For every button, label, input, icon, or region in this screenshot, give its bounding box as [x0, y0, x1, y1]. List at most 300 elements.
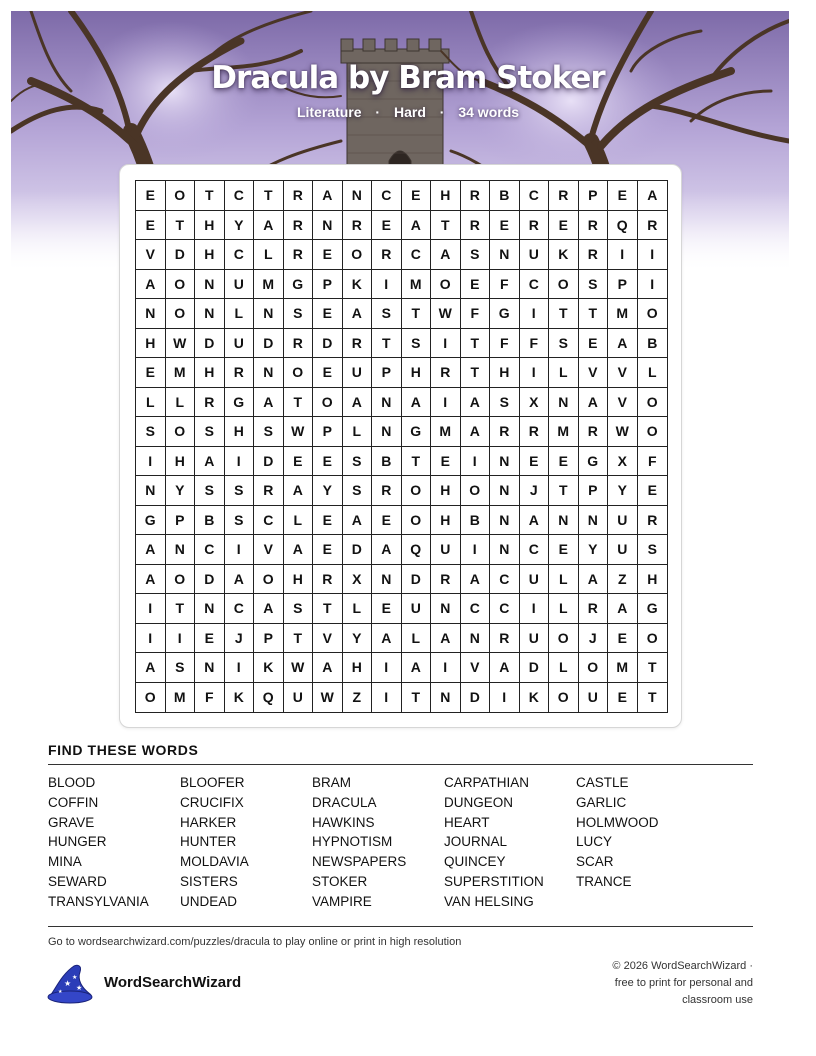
- grid-cell: A: [402, 653, 432, 683]
- grid-cell: U: [520, 565, 550, 595]
- grid-cell: Z: [608, 565, 638, 595]
- word-list-heading: FIND THESE WORDS: [48, 742, 199, 758]
- brand-name: WordSearchWizard: [104, 974, 242, 991]
- grid-cell: A: [254, 211, 284, 241]
- grid-cell: K: [254, 653, 284, 683]
- grid-cell: H: [284, 565, 314, 595]
- grid-cell: L: [254, 240, 284, 270]
- grid-cell: J: [225, 624, 255, 654]
- grid-cell: V: [136, 240, 166, 270]
- grid-cell: O: [402, 476, 432, 506]
- grid-cell: I: [225, 447, 255, 477]
- word-list-item: HOLMWOOD: [576, 814, 659, 830]
- word-list-item: TRANCE: [576, 873, 632, 889]
- grid-cell: N: [136, 299, 166, 329]
- grid-cell: R: [284, 329, 314, 359]
- grid-cell: R: [343, 211, 373, 241]
- grid-cell: D: [166, 240, 196, 270]
- grid-cell: N: [343, 181, 373, 211]
- grid-cell: O: [549, 624, 579, 654]
- grid-cell: O: [549, 683, 579, 713]
- grid-cell: U: [579, 683, 609, 713]
- grid-cell: I: [225, 653, 255, 683]
- word-list-item: QUINCEY: [444, 854, 506, 870]
- grid-cell: T: [166, 594, 196, 624]
- svg-text:★: ★: [72, 975, 78, 981]
- word-list-item: CRUCIFIX: [180, 794, 244, 810]
- grid-cell: E: [136, 181, 166, 211]
- divider: [48, 764, 753, 765]
- grid-cell: T: [402, 447, 432, 477]
- grid-cell: L: [638, 358, 668, 388]
- grid-cell: T: [579, 299, 609, 329]
- grid-cell: A: [372, 624, 402, 654]
- grid-cell: A: [254, 594, 284, 624]
- grid-cell: I: [372, 270, 402, 300]
- grid-cell: S: [166, 653, 196, 683]
- grid-cell: P: [372, 358, 402, 388]
- grid-cell: L: [549, 358, 579, 388]
- grid-cell: G: [579, 447, 609, 477]
- grid-cell: G: [490, 299, 520, 329]
- grid-cell: N: [166, 535, 196, 565]
- grid-cell: E: [608, 683, 638, 713]
- grid-cell: A: [136, 270, 166, 300]
- word-list-item: BRAM: [312, 775, 352, 790]
- grid-cell: L: [284, 506, 314, 536]
- grid-cell: L: [402, 624, 432, 654]
- grid-cell: T: [166, 211, 196, 241]
- grid-cell: N: [195, 594, 225, 624]
- grid-cell: H: [225, 417, 255, 447]
- copyright-line: © 2026 WordSearchWizard ·: [612, 960, 753, 972]
- grid-cell: A: [608, 594, 638, 624]
- grid-cell: A: [225, 565, 255, 595]
- grid-cell: A: [284, 476, 314, 506]
- word-list-item: SISTERS: [180, 873, 238, 889]
- grid-cell: U: [225, 329, 255, 359]
- grid-cell: O: [579, 653, 609, 683]
- grid-cell: I: [490, 683, 520, 713]
- grid-cell: B: [490, 181, 520, 211]
- grid-cell: M: [608, 299, 638, 329]
- grid-cell: A: [579, 565, 609, 595]
- grid-cell: N: [490, 506, 520, 536]
- grid-cell: F: [490, 329, 520, 359]
- grid-cell: C: [225, 594, 255, 624]
- grid-cell: G: [136, 506, 166, 536]
- grid-cell: I: [638, 240, 668, 270]
- grid-cell: A: [195, 447, 225, 477]
- grid-cell: A: [431, 624, 461, 654]
- grid-cell: E: [313, 535, 343, 565]
- grid-cell: W: [166, 329, 196, 359]
- grid-cell: C: [225, 181, 255, 211]
- grid-cell: A: [431, 240, 461, 270]
- word-list-item: DRACULA: [312, 794, 377, 810]
- grid-cell: M: [166, 683, 196, 713]
- grid-cell: O: [402, 506, 432, 536]
- word-count-label: 34 words: [458, 104, 520, 120]
- grid-cell: N: [372, 565, 402, 595]
- grid-cell: I: [638, 270, 668, 300]
- wizard-hat-icon: [46, 962, 94, 1006]
- grid-cell: F: [195, 683, 225, 713]
- grid-cell: F: [490, 270, 520, 300]
- grid-cell: W: [608, 417, 638, 447]
- grid-cell: I: [608, 240, 638, 270]
- grid-cell: Z: [343, 683, 373, 713]
- grid-cell: I: [431, 329, 461, 359]
- difficulty-label: Hard: [393, 104, 426, 120]
- grid-cell: N: [431, 594, 461, 624]
- grid-cell: I: [431, 388, 461, 418]
- grid-cell: B: [638, 329, 668, 359]
- grid-cell: U: [608, 535, 638, 565]
- grid-cell: S: [461, 240, 491, 270]
- grid-cell: C: [520, 535, 550, 565]
- grid-cell: X: [343, 565, 373, 595]
- grid-cell: B: [461, 506, 491, 536]
- copyright-text: [583, 958, 753, 1009]
- grid-cell: R: [579, 240, 609, 270]
- grid-cell: U: [431, 535, 461, 565]
- grid-cell: C: [254, 506, 284, 536]
- grid-cell: K: [549, 240, 579, 270]
- grid-cell: S: [402, 329, 432, 359]
- meta-separator: ·: [375, 104, 381, 120]
- word-list-item: MINA: [48, 854, 82, 870]
- grid-cell: N: [579, 506, 609, 536]
- grid-cell: T: [647, 689, 657, 706]
- grid-cell: S: [549, 329, 579, 359]
- grid-cell: S: [254, 417, 284, 447]
- grid-cell: K: [343, 270, 373, 300]
- grid-cell: A: [402, 211, 432, 241]
- grid-cell: H: [195, 211, 225, 241]
- grid-cell: H: [166, 447, 196, 477]
- grid-cell: W: [284, 417, 314, 447]
- grid-cell: N: [254, 358, 284, 388]
- grid-cell: R: [254, 476, 284, 506]
- grid-cell: U: [608, 506, 638, 536]
- grid-cell: Y: [166, 476, 196, 506]
- grid-cell: V: [579, 358, 609, 388]
- grid-cell: O: [343, 240, 373, 270]
- grid-cell: B: [372, 447, 402, 477]
- grid-cell: W: [284, 653, 314, 683]
- grid-cell: E: [549, 211, 579, 241]
- grid-cell: C: [402, 240, 432, 270]
- word-list-item: GRAVE: [48, 814, 95, 830]
- word-list-item: BLOOFER: [180, 775, 245, 790]
- grid-cell: A: [254, 388, 284, 418]
- grid-cell: O: [549, 270, 579, 300]
- grid-cell: I: [136, 594, 166, 624]
- grid-cell: U: [343, 358, 373, 388]
- grid-cell: A: [608, 329, 638, 359]
- word-list-item: HUNTER: [180, 834, 237, 850]
- grid-cell: R: [579, 417, 609, 447]
- grid-cell: N: [195, 653, 225, 683]
- grid-cell: D: [461, 683, 491, 713]
- grid-cell: E: [372, 594, 402, 624]
- grid-cell: O: [166, 565, 196, 595]
- grid-cell: E: [136, 358, 166, 388]
- grid-cell: R: [638, 506, 668, 536]
- grid-cell: C: [461, 594, 491, 624]
- word-list-item: TRANSYLVANIA: [48, 893, 149, 909]
- grid-cell: T: [461, 358, 491, 388]
- grid-cell: N: [313, 211, 343, 241]
- grid-cell: K: [520, 683, 550, 713]
- word-list-item: HAWKINS: [312, 814, 375, 830]
- grid-cell: F: [520, 329, 550, 359]
- grid-cell: A: [461, 388, 491, 418]
- grid-cell: O: [166, 299, 196, 329]
- grid-cell: A: [638, 181, 668, 211]
- grid-cell: T: [372, 329, 402, 359]
- grid-cell: E: [313, 506, 343, 536]
- grid-cell: T: [461, 329, 491, 359]
- grid-cell: S: [284, 299, 314, 329]
- grid-cell: M: [402, 270, 432, 300]
- grid-cell: E: [638, 476, 668, 506]
- grid-cell: E: [372, 211, 402, 241]
- grid-cell: R: [284, 240, 314, 270]
- footer-link-text: Go to wordsearchwizard.com/puzzles/dracula to play online or print in high resolution: [48, 936, 462, 948]
- grid-cell: C: [225, 240, 255, 270]
- grid-cell: H: [343, 653, 373, 683]
- grid-cell: R: [638, 211, 668, 241]
- grid-cell: C: [520, 181, 550, 211]
- grid-cell: S: [195, 476, 225, 506]
- grid-cell: U: [520, 624, 550, 654]
- grid-cell: S: [343, 476, 373, 506]
- grid-cell: F: [638, 447, 668, 477]
- grid-cell: Y: [579, 535, 609, 565]
- grid-cell: L: [549, 594, 579, 624]
- grid-cell: N: [195, 299, 225, 329]
- grid-cell: P: [166, 506, 196, 536]
- grid-cell: U: [284, 683, 314, 713]
- grid-cell: R: [490, 417, 520, 447]
- word-list-item: CASTLE: [576, 775, 629, 790]
- grid-cell: Q: [608, 211, 638, 241]
- grid-cell: E: [284, 447, 314, 477]
- grid-cell: E: [461, 270, 491, 300]
- puzzle-card: [119, 164, 682, 728]
- grid-cell: R: [490, 624, 520, 654]
- grid-cell: A: [136, 535, 166, 565]
- grid-cell: P: [608, 270, 638, 300]
- word-list-item: HUNGER: [48, 834, 107, 850]
- grid-cell: L: [343, 417, 373, 447]
- grid-cell: S: [284, 594, 314, 624]
- grid-cell: K: [225, 683, 255, 713]
- grid-cell: D: [254, 329, 284, 359]
- word-list-item: SEWARD: [48, 873, 107, 889]
- grid-cell: S: [136, 417, 166, 447]
- grid-cell: A: [461, 417, 491, 447]
- grid-cell: A: [402, 388, 432, 418]
- word-list-item: COFFIN: [48, 794, 99, 810]
- grid-cell: T: [254, 181, 284, 211]
- grid-cell: M: [431, 417, 461, 447]
- grid-cell: A: [579, 388, 609, 418]
- grid-cell: H: [431, 181, 461, 211]
- grid-cell: O: [313, 388, 343, 418]
- grid-cell: G: [638, 594, 668, 624]
- word-list-item: GARLIC: [576, 794, 627, 810]
- grid-cell: O: [166, 417, 196, 447]
- grid-cell: I: [461, 447, 491, 477]
- grid-cell: R: [579, 594, 609, 624]
- grid-cell: O: [284, 358, 314, 388]
- word-list-item: NEWSPAPERS: [312, 854, 407, 870]
- grid-cell: O: [638, 388, 668, 418]
- grid-cell: O: [638, 299, 668, 329]
- meta-separator: ·: [439, 104, 445, 120]
- grid-cell: M: [166, 358, 196, 388]
- grid-cell: D: [195, 565, 225, 595]
- grid-cell: R: [372, 476, 402, 506]
- grid-cell: T: [549, 476, 579, 506]
- grid-cell: C: [195, 535, 225, 565]
- grid-cell: A: [136, 653, 166, 683]
- grid-cell: P: [313, 270, 343, 300]
- grid-cell: G: [402, 417, 432, 447]
- grid-cell: E: [195, 624, 225, 654]
- grid-cell: H: [638, 565, 668, 595]
- grid-cell: R: [195, 388, 225, 418]
- grid-cell: I: [520, 358, 550, 388]
- grid-cell: R: [520, 417, 550, 447]
- grid-cell: N: [254, 299, 284, 329]
- grid-cell: O: [166, 181, 196, 211]
- grid-cell: D: [402, 565, 432, 595]
- grid-cell: A: [372, 535, 402, 565]
- grid-cell: E: [372, 506, 402, 536]
- grid-cell: M: [549, 417, 579, 447]
- grid-cell: H: [136, 329, 166, 359]
- word-list-item: SUPERSTITION: [444, 873, 544, 889]
- grid-cell: H: [402, 358, 432, 388]
- grid-cell: A: [313, 181, 343, 211]
- grid-cell: C: [520, 270, 550, 300]
- grid-cell: O: [638, 417, 668, 447]
- grid-cell: A: [313, 653, 343, 683]
- grid-cell: U: [520, 240, 550, 270]
- copyright-line: free to print for personal and: [614, 977, 753, 989]
- grid-cell: P: [579, 181, 609, 211]
- grid-cell: R: [313, 565, 343, 595]
- grid-cell: R: [431, 358, 461, 388]
- grid-cell: E: [549, 447, 579, 477]
- grid-cell: U: [402, 594, 432, 624]
- grid-cell: X: [608, 447, 638, 477]
- grid-cell: I: [520, 299, 550, 329]
- grid-cell: A: [136, 565, 166, 595]
- svg-text:★: ★: [76, 985, 83, 992]
- grid-cell: S: [638, 535, 668, 565]
- grid-cell: V: [254, 535, 284, 565]
- letter-grid: [135, 180, 668, 713]
- grid-cell: I: [372, 683, 402, 713]
- grid-cell: I: [431, 653, 461, 683]
- grid-cell: U: [225, 270, 255, 300]
- copyright-line: classroom use: [682, 994, 753, 1006]
- grid-cell: E: [431, 447, 461, 477]
- grid-cell: M: [608, 653, 638, 683]
- grid-cell: N: [431, 683, 461, 713]
- grid-cell: V: [608, 388, 638, 418]
- grid-cell: N: [136, 476, 166, 506]
- grid-cell: E: [313, 299, 343, 329]
- grid-cell: E: [402, 181, 432, 211]
- grid-cell: X: [520, 388, 550, 418]
- word-list-item: BLOOD: [48, 775, 96, 790]
- grid-cell: E: [313, 447, 343, 477]
- grid-cell: Y: [225, 211, 255, 241]
- grid-cell: H: [431, 476, 461, 506]
- grid-cell: H: [195, 240, 225, 270]
- grid-cell: T: [284, 624, 314, 654]
- grid-cell: C: [490, 565, 520, 595]
- grid-cell: O: [461, 476, 491, 506]
- grid-cell: L: [549, 653, 579, 683]
- grid-cell: C: [372, 181, 402, 211]
- grid-cell: H: [431, 506, 461, 536]
- grid-cell: E: [579, 329, 609, 359]
- grid-cell: I: [225, 535, 255, 565]
- svg-text:★: ★: [64, 979, 72, 988]
- word-list-item: CARPATHIAN: [444, 775, 530, 790]
- grid-cell: R: [579, 211, 609, 241]
- grid-cell: E: [313, 358, 343, 388]
- word-list-item: LUCY: [576, 834, 613, 850]
- grid-cell: A: [343, 506, 373, 536]
- grid-cell: P: [313, 417, 343, 447]
- grid-cell: A: [520, 506, 550, 536]
- grid-cell: T: [431, 211, 461, 241]
- grid-cell: E: [549, 535, 579, 565]
- word-list-item: UNDEAD: [180, 893, 238, 909]
- grid-cell: R: [461, 181, 491, 211]
- grid-cell: A: [490, 653, 520, 683]
- word-list-item: MOLDAVIA: [180, 854, 249, 870]
- grid-cell: C: [490, 594, 520, 624]
- word-list-item: VAN HELSING: [444, 893, 534, 909]
- grid-cell: N: [490, 240, 520, 270]
- grid-cell: R: [549, 181, 579, 211]
- grid-cell: H: [490, 358, 520, 388]
- grid-cell: B: [195, 506, 225, 536]
- grid-cell: A: [343, 388, 373, 418]
- grid-cell: I: [372, 653, 402, 683]
- grid-cell: S: [579, 270, 609, 300]
- grid-cell: Q: [254, 683, 284, 713]
- grid-cell: R: [372, 240, 402, 270]
- grid-cell: R: [461, 211, 491, 241]
- grid-cell: E: [313, 240, 343, 270]
- grid-cell: W: [431, 299, 461, 329]
- grid-cell: E: [608, 181, 638, 211]
- grid-cell: I: [136, 447, 166, 477]
- divider: [48, 926, 753, 927]
- grid-cell: A: [284, 535, 314, 565]
- grid-cell: N: [490, 447, 520, 477]
